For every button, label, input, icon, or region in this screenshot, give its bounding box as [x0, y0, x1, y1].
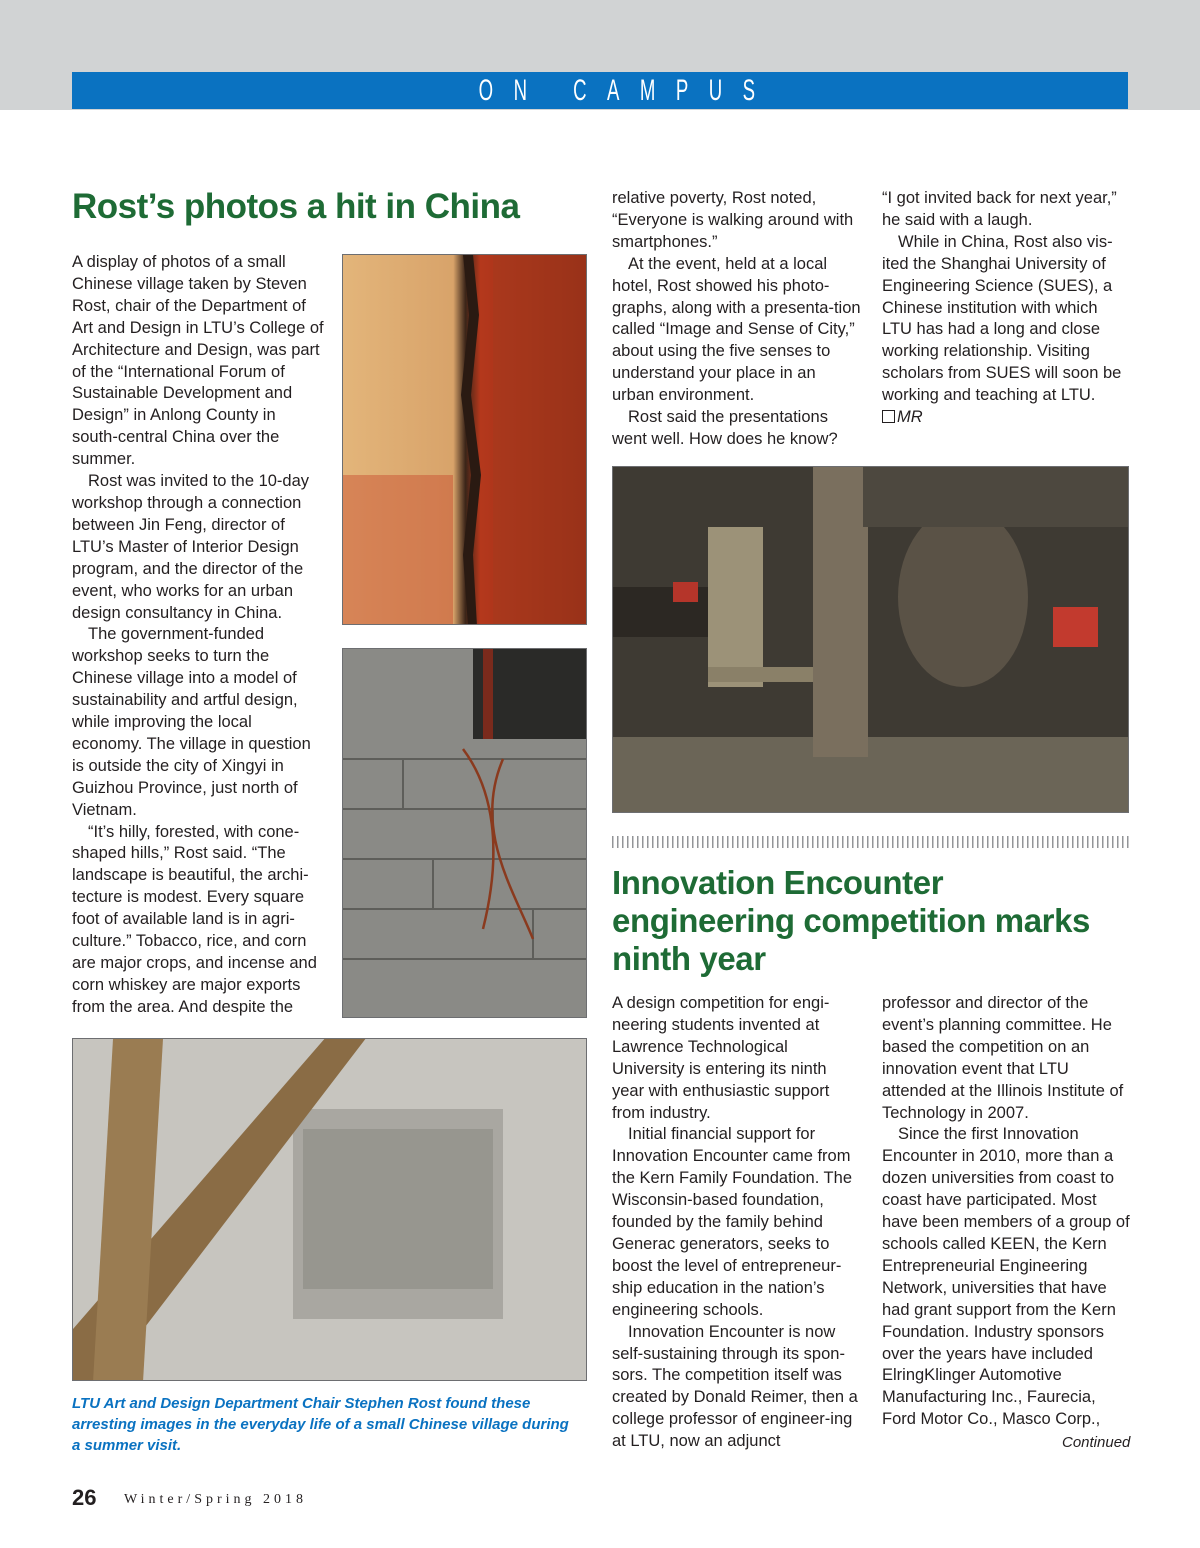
- photo-block-wall: [342, 648, 587, 1018]
- article-rost-column-3: [882, 188, 1128, 429]
- paragraph: professor and director of the event’s planning committee. He based the competition on an innovation event that LTU attended at the Illinois Institute of Technology in 2007.: [882, 994, 1124, 1122]
- article-rost-column-1: [72, 252, 324, 1019]
- paragraph: Rost was invited to the 10-day workshop through a connection between Jin Feng, director of LTU’s Master of Interior Design program, and the director of the event, who works for an urban design consultancy in China.: [72, 472, 310, 622]
- photo-poster-wall: [72, 1038, 587, 1381]
- photo-chair-interior: [612, 466, 1129, 813]
- article-innovation-column-2: [882, 993, 1132, 1431]
- paragraph: A design competition for engi-neering students invented at Lawrence Technological University is entering its ninth year with enthusiastic support from industry.: [612, 994, 830, 1122]
- end-mark-icon: [882, 410, 895, 423]
- paragraph: Innovation Encounter is now self-sustaining through its spon-sors. The competition itself was created by Donald Reimer, then a college professor of engineer-ing at LTU, now an adjunct: [612, 1322, 858, 1451]
- paragraph: “I got invited back for next year,” he said with a laugh.: [882, 189, 1117, 229]
- photo-red-wall: [342, 254, 587, 625]
- paragraph: “It’s hilly, forested, with cone-shaped hills,” Rost said. “The landscape is beautiful, the archi-tecture is modest. Every square foot of available land is in agri-culture.” Tobacco, rice, and corn are major crops, and incense and corn whiskey are major exports from the area. And despite the: [72, 822, 317, 1016]
- article-rost-column-2: [612, 188, 862, 451]
- author-signature: MR: [882, 407, 1128, 429]
- article-headline-innovation: Innovation Encounter engineering competition marks ninth year: [612, 864, 1091, 977]
- paragraph: relative poverty, Rost noted, “Everyone is walking around with smartphones.”: [612, 189, 854, 251]
- section-divider: [612, 836, 1129, 848]
- paragraph: While in China, Rost also vis-ited the Shanghai University of Engineering Science (SUES), a Chinese institution with which LTU has had a long and close working relationship. Visiting scholars from SUES will soon be working and teaching at LTU.: [882, 232, 1122, 405]
- section-title: ON CAMPUS: [478, 74, 776, 107]
- article-innovation-column-1: [612, 993, 862, 1453]
- paragraph: Since the first Innovation Encounter in 2010, more than a dozen universities from coast to coast have participated. Most have been members of a group of schools called KEEN, the Kern Entrepreneurial Engineering Network, universities that have had grant support from the Kern Foundation. Industry sponsors over the years have included ElringKlinger Automotive Manufacturing Inc., Faurecia, Ford Motor Co., Masco Corp.,: [882, 1125, 1130, 1429]
- paragraph: Rost said the presentations went well. How does he know?: [612, 408, 838, 448]
- issue-label: Winter/Spring 2018: [124, 1492, 308, 1507]
- page-number: 26: [72, 1485, 97, 1510]
- paragraph: The government-funded workshop seeks to turn the Chinese village into a model of sustainability and artful design, while improving the local economy. The village in question is outside the city of Xingyi in Guizhou Province, just north of Vietnam.: [72, 625, 311, 819]
- paragraph: Initial financial support for Innovation Encounter came from the Kern Family Foundation. The Wisconsin-based foundation, founded by the family behind Generac generators, seeks to boost the level of entrepreneur-ship education in the nation’s engineering schools.: [612, 1125, 852, 1319]
- article-headline-rost: Rost’s photos a hit in China: [72, 187, 520, 226]
- photo-caption: LTU Art and Design Department Chair Stephen Rost found these arresting images in the everyday life of a small Chinese village during a summer visit.: [72, 1395, 569, 1454]
- continued-label: Continued: [1062, 1434, 1131, 1451]
- paragraph: A display of photos of a small Chinese village taken by Steven Rost, chair of the Department of Art and Design in LTU’s College of Architecture and Design, was part of the “International Forum of Sustainable Development and Design” in Anlong County in south-central China over the summer.: [72, 253, 324, 469]
- paragraph: At the event, held at a local hotel, Rost showed his photo-graphs, along with a presenta-tion called “Image and Sense of City,” about using the five senses to understand your place in an urban environment.: [612, 254, 861, 405]
- section-header-bar: [72, 72, 1128, 109]
